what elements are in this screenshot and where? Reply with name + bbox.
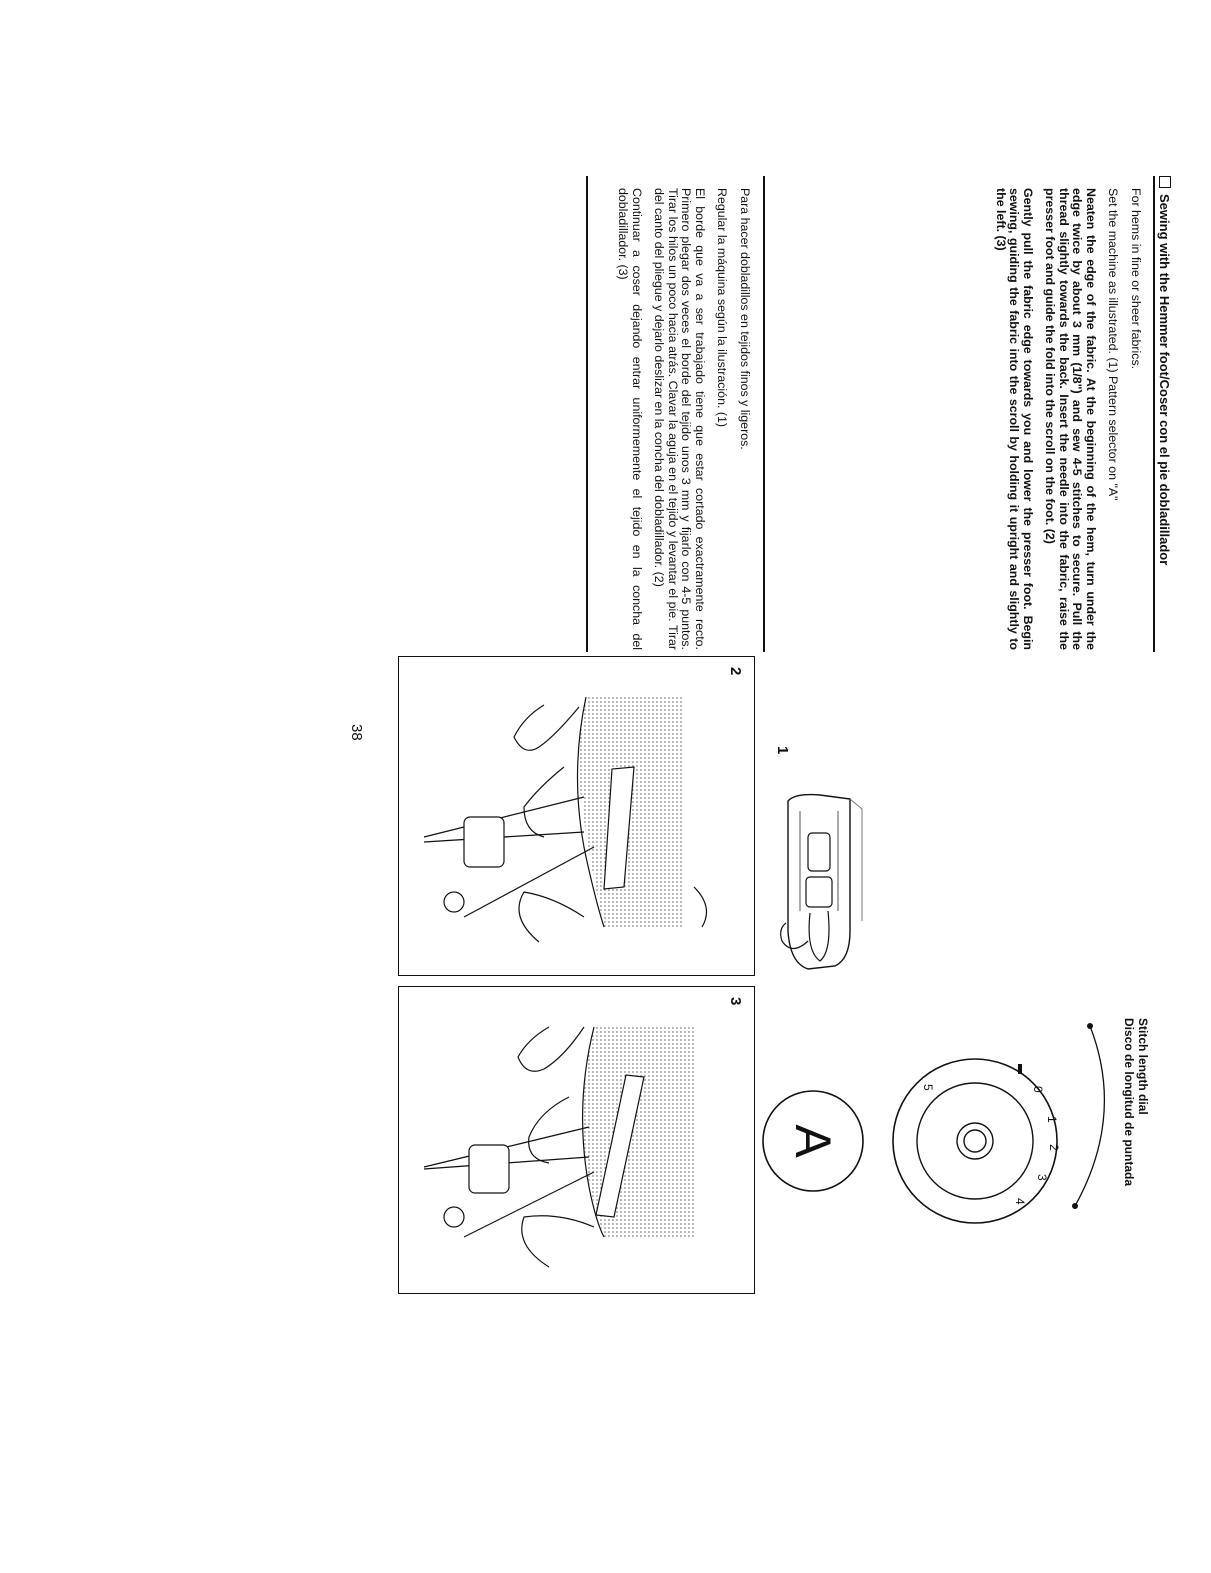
spanish-step-2: El borde que va a ser trabajado tiene que estar cortado exactramente recto. Primero plegar dos veces el borde del tejido unos 3 mm y fijarlo con 4-5 puntos. Tirar los hilos un poco hacia atrás. Clavar la aguja en el tejido y levantar el pie. Tirar del canto del pliegue y dejarlo deslizar en la concha del dobladillador. (2) <box>652 188 707 650</box>
dial-mark-2: 2 <box>1047 1144 1061 1151</box>
section-title-text: Sewing with the Hemmer foot/Coser con el pie dobladillador <box>1157 194 1172 566</box>
section-title <box>1157 176 1172 652</box>
dial-label-spanish: Disco de longitud de puntada <box>1122 1018 1136 1186</box>
bottom-rule <box>587 176 589 652</box>
figure-2-number: 2 <box>727 667 744 676</box>
figure-1-number: 1 <box>774 746 791 755</box>
pattern-letter: A <box>785 1124 841 1158</box>
stitch-length-dial <box>840 1006 1120 1266</box>
column-divider <box>764 176 766 652</box>
dial-label <box>1122 1018 1150 1278</box>
spanish-column <box>607 188 751 650</box>
checkbox-square-icon <box>1159 176 1171 188</box>
dial-mark-4: 4 <box>1013 1198 1027 1205</box>
figure-3-illustration <box>399 987 754 1293</box>
english-setup: Set the machine as illustrated. (1) Pattern selector on "A" <box>1106 188 1121 501</box>
dial-mark-3: 3 <box>1035 1174 1049 1181</box>
dial-mark-0: 0 <box>1031 1086 1045 1093</box>
title-underline <box>1154 176 1156 652</box>
page-number: 38 <box>348 724 365 741</box>
spanish-setup: Regular la máquina según la ilustración. (1) <box>715 188 730 427</box>
dial-mark-5: 5 <box>921 1084 935 1091</box>
rotated-page <box>348 176 1180 1296</box>
dial-mark-1: 1 <box>1045 1116 1059 1123</box>
english-step-3: Gently pull the fabric edge towards you and lower the presser foot. Begin sewing, guiding the fabric into the scroll by holding it upright and slightly to the left. (3) <box>994 188 1035 650</box>
english-column <box>985 188 1143 650</box>
figure-3-box <box>398 986 755 1294</box>
spanish-step-3: Continuar a coser dejando entrar uniformemente el tejido en la concha del dobladillador. (3) <box>616 188 644 650</box>
figure-2-illustration <box>399 657 754 975</box>
dial-label-english: Stitch length dial <box>1136 1018 1150 1115</box>
hemmer-foot-illustration <box>770 791 890 981</box>
pattern-selector <box>758 1086 868 1196</box>
spanish-intro: Para hacer dobladillos en tejidos finos y ligeros. <box>738 188 752 450</box>
figure-2-box <box>398 656 755 976</box>
figure-3-number: 3 <box>727 997 744 1006</box>
english-step-2: Neaten the edge of the fabric. At the beginning of the hem, turn under the edge twice by about 3 mm (1/8") and sew 4-5 stitches to secure. Pull the thread slightly towards the back. Insert the needle into the fabric, raise the presser foot and guide the fold into the scroll on the foot. (2) <box>1043 188 1098 650</box>
english-intro: For hems in fine or sheer fabrics. <box>1129 188 1143 370</box>
